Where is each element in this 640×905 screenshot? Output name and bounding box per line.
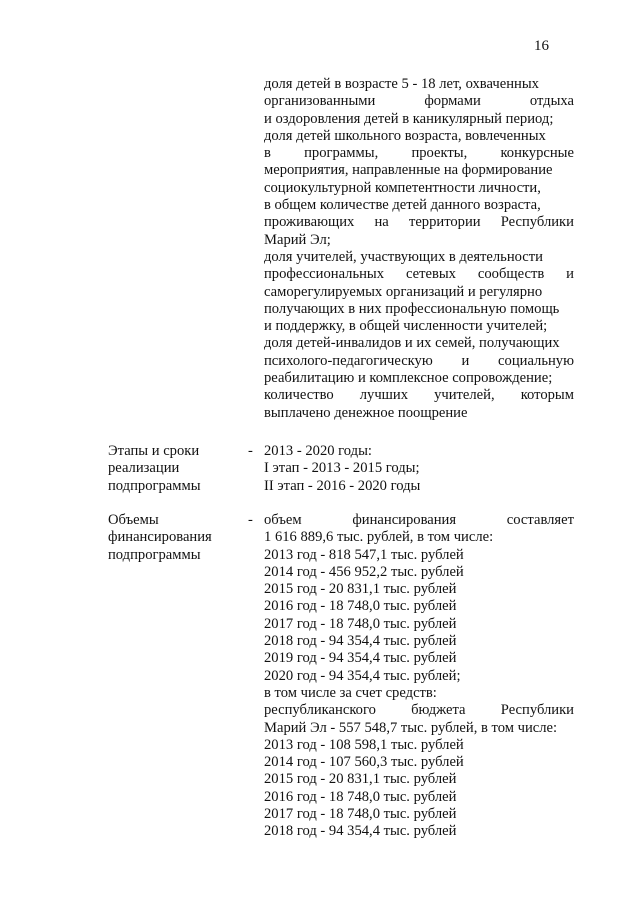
word: формами	[424, 93, 481, 110]
finance-line: 2019 год - 94 354,4 тыс. рублей	[264, 650, 457, 667]
indicator-line: доля детей школьного возраста, вовлеченных	[264, 127, 546, 144]
word: бюджета	[411, 702, 466, 719]
stages-block	[264, 443, 574, 495]
indicator-line: реабилитацию и комплексное сопровождение;	[264, 370, 553, 387]
word: сетевых	[405, 266, 456, 283]
word: и	[566, 266, 574, 283]
indicator-line: мероприятия, направленные на формирование	[264, 162, 553, 179]
label-line: реализации	[108, 460, 180, 477]
word: проживающих	[264, 214, 355, 231]
indicator-line: и поддержку, в общей численности учителей;	[264, 318, 548, 335]
word: конкурсные	[500, 145, 574, 162]
word: отдыха	[529, 93, 574, 110]
word: финансирования	[352, 512, 457, 528]
word: профессиональных	[264, 266, 385, 283]
page-number: 16	[534, 38, 549, 54]
finance-dash: -	[248, 512, 253, 528]
finance-line: в том числе за счет средств:	[264, 684, 437, 701]
indicator-line: выплачено денежное поощрение	[264, 404, 468, 421]
finance-line: 2015 год - 20 831,1 тыс. рублей	[264, 581, 457, 598]
indicator-line: социокультурной компетентности личности,	[264, 179, 541, 196]
word: территории	[408, 214, 481, 231]
word: и	[461, 352, 470, 369]
word: проекты,	[411, 145, 468, 162]
finance-line: 2017 год - 18 748,0 тыс. рублей	[264, 615, 457, 632]
finance-line: 1 616 889,6 тыс. рублей, в том числе:	[264, 529, 494, 546]
word: в	[264, 145, 271, 162]
finance-line: 2014 год - 456 952,2 тыс. рублей	[264, 563, 464, 580]
stages-label	[108, 443, 238, 495]
finance-line: 2013 год - 818 547,1 тыс. рублей	[264, 546, 464, 563]
indicator-line	[264, 93, 574, 110]
stage-line: 2013 - 2020 годы:	[264, 443, 372, 459]
finance-line: 2018 год - 94 354,4 тыс. рублей	[264, 633, 457, 650]
label-line: подпрограммы	[108, 546, 201, 563]
stage-line: I этап - 2013 - 2015 годы;	[264, 460, 420, 477]
finance-line: 2013 год - 108 598,1 тыс. рублей	[264, 736, 464, 753]
finance-line: 2014 год - 107 560,3 тыс. рублей	[264, 754, 464, 771]
indicator-line: в общем количестве детей данного возраста,	[264, 197, 541, 214]
indicator-line	[264, 353, 574, 370]
indicator-line: и оздоровления детей в каникулярный период;	[264, 110, 554, 127]
word: психолого-педагогическую	[264, 352, 433, 369]
finance-line: 2016 год - 18 748,0 тыс. рублей	[264, 598, 457, 615]
word: организованными	[264, 93, 376, 110]
word: объем	[264, 512, 302, 528]
finance-line: Марий Эл - 557 548,7 тыс. рублей, в том числе:	[264, 719, 558, 736]
finance-label	[108, 512, 238, 564]
indicator-line: доля детей в возрасте 5 - 18 лет, охваченных	[264, 76, 539, 92]
indicator-line: доля учителей, участвующих в деятельности	[264, 248, 543, 265]
finance-line	[264, 512, 574, 529]
label-line: подпрограммы	[108, 477, 201, 494]
label-line: финансирования	[108, 529, 212, 546]
indicator-line: саморегулируемых организаций и регулярно	[264, 283, 543, 300]
word: программы,	[304, 145, 379, 162]
label-line: Объемы	[108, 512, 159, 528]
word: сообществ	[477, 266, 545, 283]
word: учителей,	[434, 387, 495, 404]
stage-line: II этап - 2016 - 2020 годы	[264, 477, 421, 494]
word: Республики	[500, 702, 574, 719]
indicator-line: Марий Эл;	[264, 231, 331, 248]
word: которым	[520, 387, 574, 404]
indicator-line: доля детей-инвалидов и их семей, получающих	[264, 335, 560, 352]
word: социальную	[498, 352, 574, 369]
word: Республики	[500, 214, 574, 231]
word: лучших	[359, 387, 409, 404]
word: количество	[264, 387, 334, 404]
word: республиканского	[264, 702, 376, 719]
indicator-line	[264, 387, 574, 404]
finance-line	[264, 702, 574, 719]
indicators-block	[264, 76, 574, 422]
indicator-line	[264, 266, 574, 283]
finance-block	[264, 512, 574, 841]
indicator-line: получающих в них профессиональную помощь	[264, 300, 560, 317]
finance-line: 2016 год - 18 748,0 тыс. рублей	[264, 788, 457, 805]
finance-line: 2020 год - 94 354,4 тыс. рублей;	[264, 667, 461, 684]
finance-line: 2017 год - 18 748,0 тыс. рублей	[264, 806, 457, 823]
finance-line: 2018 год - 94 354,4 тыс. рублей	[264, 823, 457, 840]
stages-dash: -	[248, 443, 253, 459]
label-line: Этапы и сроки	[108, 443, 200, 459]
finance-line: 2015 год - 20 831,1 тыс. рублей	[264, 771, 457, 788]
word: на	[374, 214, 389, 231]
indicator-line	[264, 214, 574, 231]
word: составляет	[506, 512, 574, 528]
indicator-line	[264, 145, 574, 162]
